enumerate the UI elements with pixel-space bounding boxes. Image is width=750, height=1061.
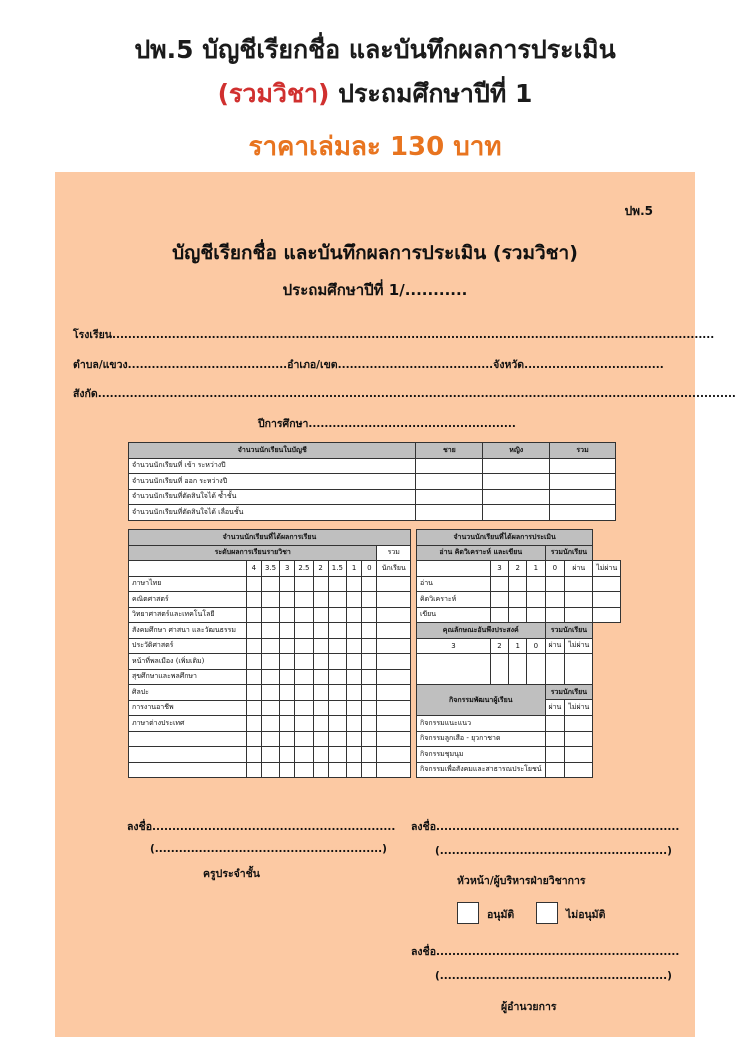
section-header-row xyxy=(417,638,621,654)
grade-cell[interactable] xyxy=(313,700,328,716)
score-col: 3 xyxy=(490,561,508,577)
table-row xyxy=(417,592,621,608)
grade-cell[interactable] xyxy=(295,700,313,716)
subject-name: หน้าที่พลเมือง (เพิ่มเติม) xyxy=(129,654,247,670)
score-cell[interactable] xyxy=(527,576,545,592)
grade-cell[interactable] xyxy=(246,607,261,623)
grade-cell[interactable] xyxy=(328,747,346,763)
score-cell[interactable] xyxy=(545,716,565,732)
grade-cell[interactable] xyxy=(328,731,346,747)
grade-cell[interactable] xyxy=(346,638,361,654)
subject-name: สังคมศึกษา ศาสนา และวัฒนธรรม xyxy=(129,623,247,639)
grade-cell[interactable] xyxy=(377,592,411,608)
grade-cell[interactable] xyxy=(328,638,346,654)
grade-cell[interactable] xyxy=(377,638,411,654)
subject-name xyxy=(129,731,247,747)
subject-name: วิทยาศาสตร์และเทคโนโลยี xyxy=(129,607,247,623)
section-header-row xyxy=(417,623,621,639)
th-female: หญิง xyxy=(483,443,550,459)
grade-col: 0 xyxy=(362,561,377,577)
score-cell[interactable] xyxy=(565,592,593,608)
grade-cell[interactable] xyxy=(246,638,261,654)
score-cell[interactable] xyxy=(565,576,593,592)
table-row xyxy=(129,623,411,639)
grade-cell[interactable] xyxy=(346,576,361,592)
grade-cell[interactable] xyxy=(280,762,295,778)
row-label xyxy=(417,654,491,685)
score-cell[interactable] xyxy=(527,654,545,685)
table-row xyxy=(129,700,411,716)
row-label: กิจกรรมแนะแนว xyxy=(417,716,546,732)
score-cell[interactable] xyxy=(490,607,508,623)
cell[interactable] xyxy=(550,505,616,521)
th-enrollment: จำนวนนักเรียนในบัญชี xyxy=(129,443,416,459)
page-title: ปพ.5 บัญชีเรียกชื่อ และบันทึกผลการประเมิน xyxy=(134,35,616,64)
grade-cell[interactable] xyxy=(261,700,279,716)
table-row xyxy=(129,669,411,685)
grade-cell[interactable] xyxy=(280,700,295,716)
teacher-role: ครูประจำชั้น xyxy=(203,868,260,880)
total-bottom: นักเรียน xyxy=(377,561,411,577)
grade-cell[interactable] xyxy=(377,623,411,639)
table-row xyxy=(129,458,616,474)
grade-cell[interactable] xyxy=(313,592,328,608)
grade-cell[interactable] xyxy=(246,700,261,716)
grade-cell[interactable] xyxy=(261,576,279,592)
score-cell[interactable] xyxy=(593,592,621,608)
score-cell[interactable] xyxy=(509,607,527,623)
grade-cell[interactable] xyxy=(261,762,279,778)
grade-cell[interactable] xyxy=(295,623,313,639)
score-cell[interactable] xyxy=(545,654,565,685)
grade-cell[interactable] xyxy=(328,623,346,639)
grades-table xyxy=(128,529,411,778)
grade-cell[interactable] xyxy=(246,731,261,747)
cell[interactable] xyxy=(416,489,483,505)
grade-cell[interactable] xyxy=(377,685,411,701)
page-subtitle xyxy=(0,74,750,114)
row-label: จำนวนนักเรียนที่ เข้า ระหว่างปี xyxy=(129,458,416,474)
assessment-title: จำนวนนักเรียนที่ได้ผลการประเมิน xyxy=(417,530,593,546)
table-row xyxy=(417,731,621,747)
grade-cell[interactable] xyxy=(246,669,261,685)
row-label: คิดวิเคราะห์ xyxy=(417,592,491,608)
approve-checkbox[interactable] xyxy=(457,902,479,924)
trait-fail: ไม่ผ่าน xyxy=(565,638,593,654)
grade-cell[interactable] xyxy=(313,762,328,778)
cell[interactable] xyxy=(483,489,550,505)
grade-cell[interactable] xyxy=(261,607,279,623)
cell[interactable] xyxy=(483,474,550,490)
score-cell[interactable] xyxy=(509,654,527,685)
grade-cell[interactable] xyxy=(362,685,377,701)
row-label: จำนวนนักเรียนที่ ออก ระหว่างปี xyxy=(129,474,416,490)
score-cell[interactable] xyxy=(527,607,545,623)
cell[interactable] xyxy=(550,474,616,490)
subject-name: ภาษาไทย xyxy=(129,576,247,592)
activities-count-header: รวมนักเรียน xyxy=(545,685,593,700)
cell[interactable] xyxy=(483,458,550,474)
trait-score: 0 xyxy=(527,638,545,654)
score-cell[interactable] xyxy=(565,747,593,763)
grade-cell[interactable] xyxy=(377,576,411,592)
grade-cell[interactable] xyxy=(261,592,279,608)
table-row xyxy=(129,474,616,490)
grade-col: 3 xyxy=(280,561,295,577)
grade-cell[interactable] xyxy=(246,747,261,763)
table-row xyxy=(417,762,621,778)
fail-col: ไม่ผ่าน xyxy=(593,561,621,577)
grade-cell[interactable] xyxy=(261,747,279,763)
th-total: รวม xyxy=(550,443,616,459)
grade-col: 3.5 xyxy=(261,561,279,577)
grade-cell[interactable] xyxy=(346,731,361,747)
cell[interactable] xyxy=(416,474,483,490)
grade-cell[interactable] xyxy=(261,685,279,701)
grade-cell[interactable] xyxy=(346,716,361,732)
activity-fail: ไม่ผ่าน xyxy=(565,700,593,716)
grade-cell[interactable] xyxy=(313,731,328,747)
grade-cell[interactable] xyxy=(313,576,328,592)
academic-role: หัวหน้า/ผู้บริหารฝ่ายวิชาการ xyxy=(457,875,586,887)
table-row xyxy=(129,638,411,654)
grade-cell[interactable] xyxy=(295,747,313,763)
grade-cell[interactable] xyxy=(362,731,377,747)
grade-cell[interactable] xyxy=(295,607,313,623)
subject-name xyxy=(129,762,247,778)
director-sign-line: ลงชื่อ............................................................. xyxy=(411,946,680,958)
grade-cell[interactable] xyxy=(328,716,346,732)
table-row xyxy=(417,576,621,592)
score-cell[interactable] xyxy=(490,592,508,608)
grade-cell[interactable] xyxy=(362,747,377,763)
blank-cell xyxy=(417,561,491,577)
grade-cell[interactable] xyxy=(246,654,261,670)
teacher-sign-line: ลงชื่อ............................................................. xyxy=(127,821,396,833)
cell[interactable] xyxy=(416,458,483,474)
grade-cell[interactable] xyxy=(313,607,328,623)
grade-cell[interactable] xyxy=(377,700,411,716)
subject-name: สุขศึกษาและพลศึกษา xyxy=(129,669,247,685)
grade-cell[interactable] xyxy=(328,654,346,670)
subject-name: การงานอาชีพ xyxy=(129,700,247,716)
grade-cell[interactable] xyxy=(362,592,377,608)
grade-cell[interactable] xyxy=(377,669,411,685)
grade-col: 2.5 xyxy=(295,561,313,577)
grade-col: 4 xyxy=(246,561,261,577)
table-row xyxy=(129,505,616,521)
academic-sign-line: ลงชื่อ............................................................. xyxy=(411,821,680,833)
table-row xyxy=(129,731,411,747)
cell[interactable] xyxy=(483,505,550,521)
district-line: ตำบล/แขวง........................................อำเภอ/เขต.......................................จังหวัด................................... xyxy=(73,359,664,371)
blank-cell xyxy=(129,561,247,577)
th-male: ชาย xyxy=(416,443,483,459)
score-col: 0 xyxy=(545,561,565,577)
table-row xyxy=(417,654,621,685)
grade-cell[interactable] xyxy=(295,654,313,670)
grade-cell[interactable] xyxy=(328,762,346,778)
grade-cell[interactable] xyxy=(246,716,261,732)
grade-col: 1 xyxy=(346,561,361,577)
grade-cell[interactable] xyxy=(328,607,346,623)
cell[interactable] xyxy=(550,458,616,474)
reading-header: อ่าน คิดวิเคราะห์ และเขียน xyxy=(417,545,546,561)
grade-cell[interactable] xyxy=(295,592,313,608)
count-header: รวมนักเรียน xyxy=(545,545,593,561)
grade-cell[interactable] xyxy=(346,700,361,716)
grade-cell[interactable] xyxy=(261,731,279,747)
grade-cell[interactable] xyxy=(328,669,346,685)
table-row xyxy=(129,685,411,701)
trait-score: 2 xyxy=(490,638,508,654)
table-row xyxy=(417,716,621,732)
table-row xyxy=(129,489,616,505)
grade-cell[interactable] xyxy=(377,762,411,778)
table-row xyxy=(129,747,411,763)
grade-cell[interactable] xyxy=(362,762,377,778)
affiliation-line: สังกัด................................................................................................................................................................ xyxy=(73,388,736,400)
grade-cell[interactable] xyxy=(313,638,328,654)
grade-cell[interactable] xyxy=(328,576,346,592)
grade-cell[interactable] xyxy=(261,654,279,670)
score-cell[interactable] xyxy=(593,607,621,623)
enrollment-table xyxy=(128,442,616,521)
traits-header: คุณลักษณะอันพึงประสงค์ xyxy=(417,623,546,639)
traits-count-header: รวมนักเรียน xyxy=(545,623,593,639)
table-row xyxy=(129,607,411,623)
grade-cell[interactable] xyxy=(328,592,346,608)
table-row xyxy=(129,592,411,608)
score-cell[interactable] xyxy=(490,654,508,685)
activities-header: กิจกรรมพัฒนาผู้เรียน xyxy=(417,685,546,716)
director-name-line: (.........................................................) xyxy=(435,970,672,982)
table-row xyxy=(129,716,411,732)
row-label: เขียน xyxy=(417,607,491,623)
grade-cell[interactable] xyxy=(246,762,261,778)
row-label: จำนวนนักเรียนที่ตัดสินใจได้ เลื่อนชั้น xyxy=(129,505,416,521)
subject-name: ภาษาต่างประเทศ xyxy=(129,716,247,732)
grade-cell[interactable] xyxy=(377,747,411,763)
table-row xyxy=(417,747,621,763)
grade-cell[interactable] xyxy=(295,716,313,732)
form-code: ปพ.5 xyxy=(624,204,653,218)
school-line: โรงเรียน....................................................................................................................................................... xyxy=(73,329,715,341)
activity-pass: ผ่าน xyxy=(545,700,565,716)
grade-cell[interactable] xyxy=(346,623,361,639)
score-cell[interactable] xyxy=(545,747,565,763)
subtitle-highlight: (รวมวิชา) xyxy=(217,79,330,108)
grade-cell[interactable] xyxy=(313,654,328,670)
grade-cell[interactable] xyxy=(295,762,313,778)
approve-label: อนุมัติ xyxy=(487,909,515,921)
grade-cell[interactable] xyxy=(280,607,295,623)
score-cell[interactable] xyxy=(545,731,565,747)
grade-cell[interactable] xyxy=(346,762,361,778)
grades-title: จำนวนนักเรียนที่ได้ผลการเรียน xyxy=(129,530,411,546)
grade-cell[interactable] xyxy=(295,669,313,685)
grade-cell[interactable] xyxy=(280,654,295,670)
score-cell[interactable] xyxy=(527,592,545,608)
grade-cell[interactable] xyxy=(346,654,361,670)
grade-cell[interactable] xyxy=(362,638,377,654)
grade-cell[interactable] xyxy=(261,669,279,685)
grade-col: 1.5 xyxy=(328,561,346,577)
grade-col: 2 xyxy=(313,561,328,577)
grade-cell[interactable] xyxy=(346,669,361,685)
grade-cell[interactable] xyxy=(246,623,261,639)
grade-cell[interactable] xyxy=(328,700,346,716)
section-header-row xyxy=(417,685,621,700)
teacher-name-line: (.........................................................) xyxy=(150,843,387,855)
grade-cell[interactable] xyxy=(280,623,295,639)
total-top: รวม xyxy=(377,545,411,561)
form-subtitle: ประถมศึกษาปีที่ 1/........... xyxy=(282,281,468,299)
grade-cell[interactable] xyxy=(280,576,295,592)
grade-cell[interactable] xyxy=(280,716,295,732)
score-cell[interactable] xyxy=(593,576,621,592)
row-label: อ่าน xyxy=(417,576,491,592)
grade-cell[interactable] xyxy=(313,623,328,639)
grade-cell[interactable] xyxy=(346,607,361,623)
grade-cell[interactable] xyxy=(280,669,295,685)
year-line: ปีการศึกษา.................................................... xyxy=(258,418,516,430)
score-cell[interactable] xyxy=(509,592,527,608)
subtitle-rest: ประถมศึกษาปีที่ 1 xyxy=(329,79,533,108)
grade-cell[interactable] xyxy=(346,685,361,701)
grade-cell[interactable] xyxy=(313,747,328,763)
score-cell[interactable] xyxy=(565,716,593,732)
academic-name-line: (.........................................................) xyxy=(435,845,672,857)
not-approve-label: ไม่อนุมัติ xyxy=(566,909,606,921)
trait-score: 3 xyxy=(417,638,491,654)
grade-cell[interactable] xyxy=(377,654,411,670)
grade-cell[interactable] xyxy=(261,638,279,654)
trait-pass: ผ่าน xyxy=(545,638,565,654)
grade-cell[interactable] xyxy=(313,716,328,732)
grade-cell[interactable] xyxy=(246,576,261,592)
grade-cell[interactable] xyxy=(280,685,295,701)
score-cell[interactable] xyxy=(565,762,593,778)
grade-cell[interactable] xyxy=(295,731,313,747)
grade-cell[interactable] xyxy=(246,592,261,608)
grade-cell[interactable] xyxy=(280,592,295,608)
grade-cell[interactable] xyxy=(280,638,295,654)
grade-cell[interactable] xyxy=(362,654,377,670)
row-label: กิจกรรมเพื่อสังคมและสาธารณประโยชน์ xyxy=(417,762,546,778)
row-label: กิจกรรมลูกเสือ - ยุวกาชาด xyxy=(417,731,546,747)
table-row xyxy=(129,576,411,592)
score-cell[interactable] xyxy=(545,576,565,592)
grade-cell[interactable] xyxy=(362,716,377,732)
score-cell[interactable] xyxy=(565,607,593,623)
grade-cell[interactable] xyxy=(362,700,377,716)
grade-cell[interactable] xyxy=(261,716,279,732)
grade-cell[interactable] xyxy=(246,685,261,701)
subject-name: คณิตศาสตร์ xyxy=(129,592,247,608)
table-row xyxy=(129,654,411,670)
grade-cell[interactable] xyxy=(295,685,313,701)
grade-cell[interactable] xyxy=(280,747,295,763)
row-label: กิจกรรมชุมนุม xyxy=(417,747,546,763)
grade-cell[interactable] xyxy=(377,716,411,732)
grade-cell[interactable] xyxy=(295,638,313,654)
score-cell[interactable] xyxy=(545,607,565,623)
score-col: 2 xyxy=(509,561,527,577)
table-row xyxy=(417,607,621,623)
grade-cell[interactable] xyxy=(362,607,377,623)
not-approve-checkbox[interactable] xyxy=(536,902,558,924)
row-label: จำนวนนักเรียนที่ตัดสินใจได้ ซ้ำชั้น xyxy=(129,489,416,505)
grade-cell[interactable] xyxy=(362,576,377,592)
grade-cell[interactable] xyxy=(362,669,377,685)
grade-cell[interactable] xyxy=(328,685,346,701)
pass-col: ผ่าน xyxy=(565,561,593,577)
grade-cell[interactable] xyxy=(295,576,313,592)
grade-cell[interactable] xyxy=(362,623,377,639)
table-row xyxy=(129,762,411,778)
score-col: 1 xyxy=(527,561,545,577)
score-cell[interactable] xyxy=(565,654,593,685)
form-title: บัญชีเรียกชื่อ และบันทึกผลการประเมิน (รวมวิชา) xyxy=(172,242,578,264)
score-cell[interactable] xyxy=(509,576,527,592)
assessment-table xyxy=(416,529,621,778)
subject-name: ศิลปะ xyxy=(129,685,247,701)
price-label: ราคาเล่มละ 130 บาท xyxy=(248,132,502,162)
score-cell[interactable] xyxy=(545,592,565,608)
trait-score: 1 xyxy=(509,638,527,654)
grade-cell[interactable] xyxy=(346,747,361,763)
grade-cell[interactable] xyxy=(313,669,328,685)
grade-cell[interactable] xyxy=(313,685,328,701)
form-sheet xyxy=(55,172,736,1037)
cell[interactable] xyxy=(416,505,483,521)
grade-cell[interactable] xyxy=(377,731,411,747)
grade-cell[interactable] xyxy=(377,607,411,623)
director-role: ผู้อำนวยการ xyxy=(501,1001,557,1013)
cell[interactable] xyxy=(550,489,616,505)
score-cell[interactable] xyxy=(565,731,593,747)
grades-level: ระดับผลการเรียนรายวิชา xyxy=(129,545,377,561)
score-cell[interactable] xyxy=(545,762,565,778)
grade-cell[interactable] xyxy=(346,592,361,608)
grade-cell[interactable] xyxy=(261,623,279,639)
subject-name: ประวัติศาสตร์ xyxy=(129,638,247,654)
score-cell[interactable] xyxy=(490,576,508,592)
grade-cell[interactable] xyxy=(280,731,295,747)
subject-name xyxy=(129,747,247,763)
